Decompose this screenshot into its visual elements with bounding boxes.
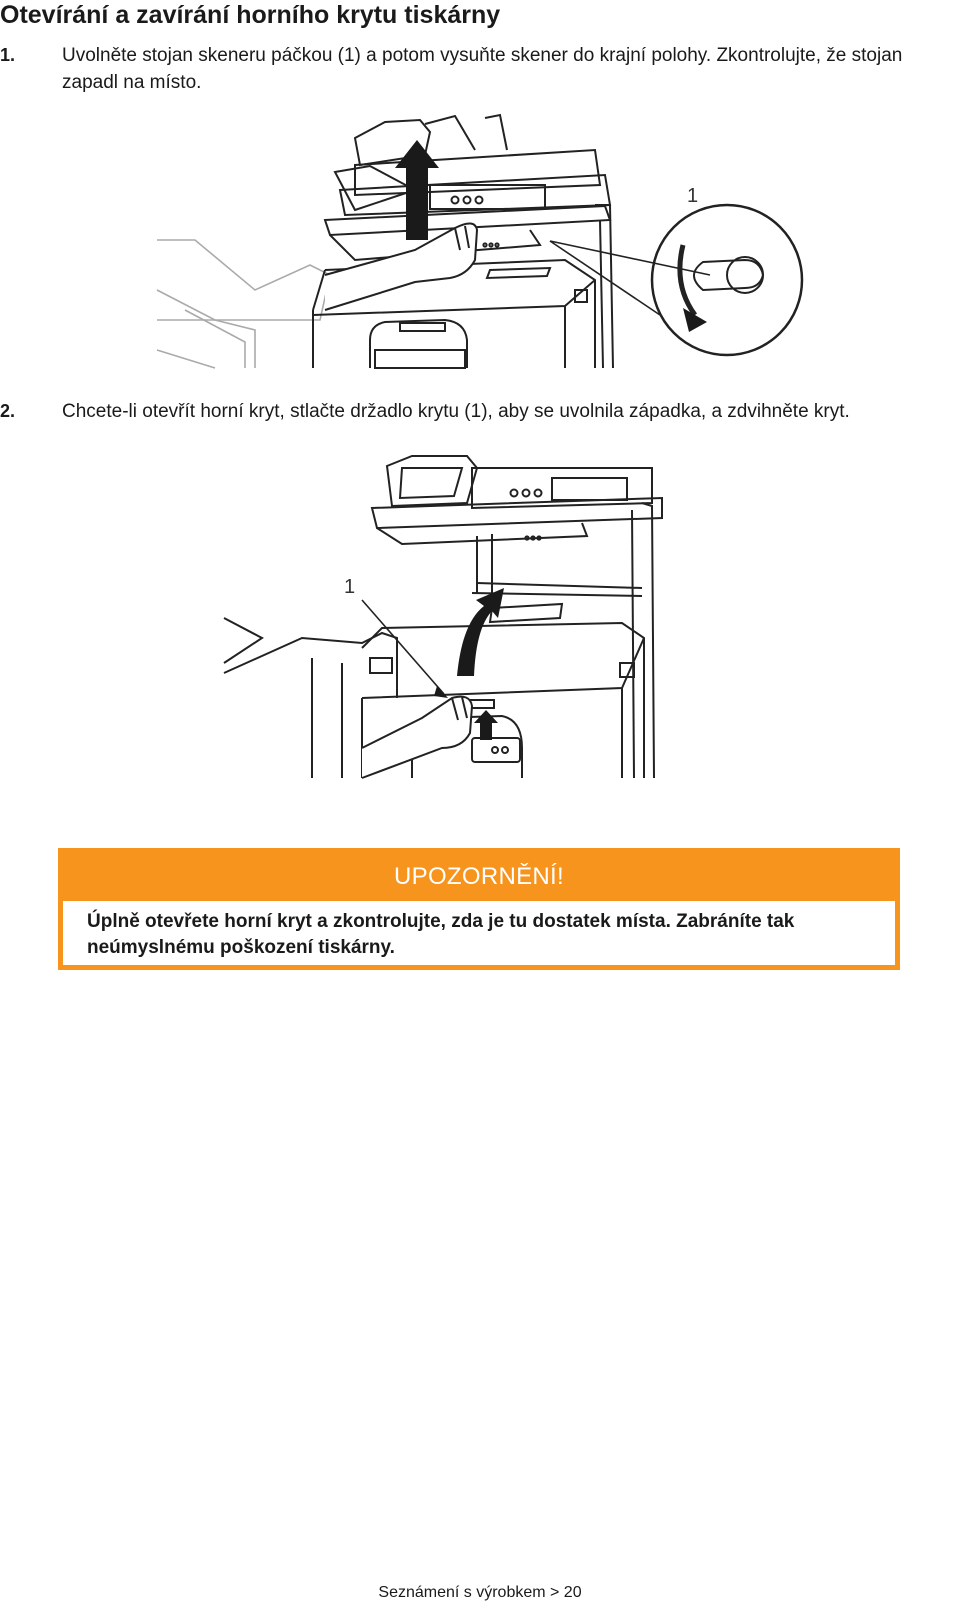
scanner-stand-release-illustration [155,110,805,370]
page-footer: Seznámení s výrobkem > 20 [378,1584,582,1601]
callout-2-label: 1 [344,576,356,598]
step-1-number: 1. [0,45,16,65]
step-2-text: Chcete-li otevřít horní kryt, stlačte držadlo krytu (1), aby se uvolnila západka, a zdvihněte kryt. [62,401,850,422]
scanner-stand-svg [155,110,805,370]
callout-1-label: 1 [687,185,699,207]
top-cover-open-illustration [222,448,672,788]
page-title: Otevírání a zavírání horního krytu tiskárny [0,1,501,29]
step-1-text: Uvolněte stojan skeneru páčkou (1) a potom vysuňte skener do krajní polohy. Zkontrolujte, že stojan zapadl na místo. [62,45,903,93]
caution-box [58,848,900,970]
caution-text: Úplně otevřete horní kryt a zkontrolujte, zda je tu dostatek místa. Zabráníte tak neúmyslnému poškození tiskárny. [87,911,795,958]
caution-heading: UPOZORNĚNÍ! [63,853,895,901]
top-cover-svg [222,448,672,788]
step-2-number: 2. [0,401,16,421]
step-1 [0,42,950,96]
step-2 [0,398,950,425]
